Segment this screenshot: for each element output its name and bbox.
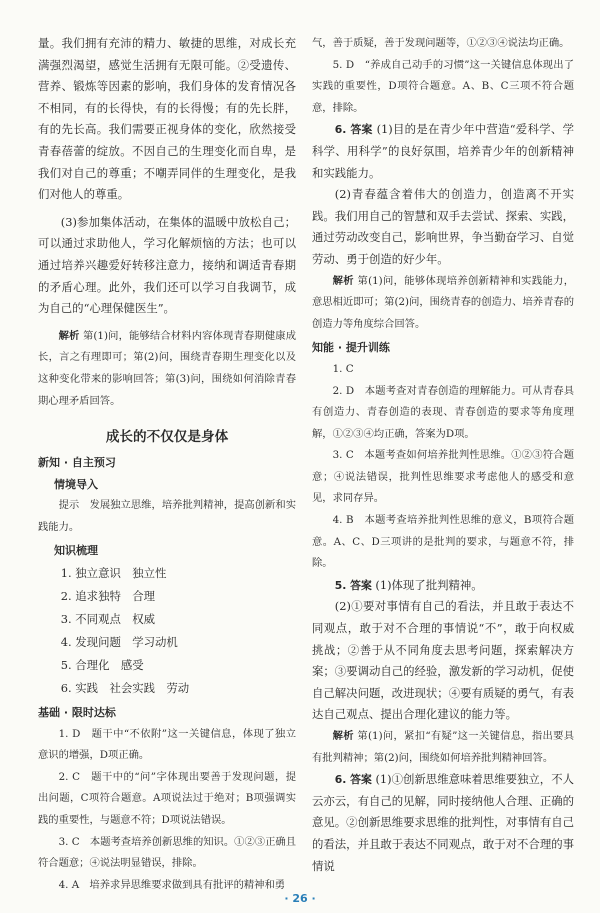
question-answer: 2. D 本题考查对青春创造的理解能力。可从青春具有创造力、青春创造的表现、青春创造的要求等角度理解，①②③④均正确，答案为D项。 xyxy=(312,384,574,440)
subsection-heading: 知能 · 提升训练 xyxy=(312,341,390,355)
question-answer: 3. C 本题考查培养创新思维的知识。①②③正确且符合题意；④说法明显错误，排除。 xyxy=(38,835,296,870)
analysis-text: 第(1)问，能够结合材料内容体现青春期健康成长，言之有理即可；第(2)问，围绕青春期生理变化以及这种变化带来的影响回答；第(3)问，围绕如何消除青春期心理矛盾回答。 xyxy=(38,329,297,407)
knowledge-item: 4. 发现问题 学习动机 xyxy=(60,635,178,650)
knowledge-item: 2. 追求独特 合理 xyxy=(60,589,156,604)
answer-label: 6. 答案 xyxy=(334,773,372,787)
right-column xyxy=(312,33,574,877)
answer-paragraph xyxy=(312,119,574,184)
answer-label: 6. 答案 xyxy=(334,123,373,137)
answer-paragraph: (2)青春蕴含着伟大的创造力，创造离不开实践。我们用自己的智慧和双手去尝试、探索、实践，通过劳动改变自己，影响世界，争当勤奋学习、自觉劳动、勇于创造的好少年。 xyxy=(312,187,574,266)
knowledge-item: 3. 不同观点 权威 xyxy=(60,612,156,627)
answer-text: (1)体现了批判精神。 xyxy=(375,577,483,592)
knowledge-item: 6. 实践 社会实践 劳动 xyxy=(60,681,190,696)
answer-paragraph: (3)参加集体活动，在集体的温暖中放松自己；可以通过求助他人，学习化解烦恼的方法；也可以通过培养兴趣爱好转移注意力，接纳和调适青春期的矛盾心理。此外，我们还可以学习自我调节，成为自己的“心理保健医生”。 xyxy=(38,214,296,316)
answer-paragraph: (2)①要对事情有自己的看法，并且敢于表达不同观点，敢于对不合理的事情说“不”，敢于向权威挑战；②善于从不同角度去思考问题，探索解决方案；③要调动自己的经验，激发新的学习动机，促使自己解决问题，改进现状；④要有质疑的勇气，有表达自己观点、提出合理化建议的能力等。 xyxy=(312,599,574,722)
question-answer: 2. C 题干中的“问”字体现出要善于发现问题，提出问题，C项符合题意。A项说法过于绝对；B项强调实践的重要性，与题意不符；D项说法错误。 xyxy=(38,770,296,827)
knowledge-item: 5. 合理化 感受 xyxy=(60,658,144,673)
analysis-label: 解析 xyxy=(58,329,80,342)
left-column xyxy=(38,33,296,896)
subsection-heading: 知识梳理 xyxy=(54,544,98,558)
answer-paragraph xyxy=(312,769,574,877)
subsection-heading: 基础 · 限时达标 xyxy=(38,706,116,720)
answer-paragraph: 量。我们拥有充沛的精力、敏捷的思维，对成长充满强烈渴望，感觉生活拥有无限可能。②受遗传、营养、锻炼等因素的影响，我们身体的发育情况各不相同，有的长得快，有的长得慢；有的先长胖，有的先长高。我们需要正视身体的变化，欣然接受青春蓓蕾的绽放。不因自己的生理变化而自卑，是我们对自己的尊重；不嘲弄同伴的生理变化，是我们对他人的尊重。 xyxy=(38,36,296,202)
analysis-paragraph xyxy=(312,271,574,336)
answer-text: (1)①创新思维意味着思维要独立，不人云亦云，有自己的见解，同时接纳他人合理、正确的意见。②创新思维要求思维的批判性，对事情有自己的看法，并且敢于表达不同观点，敢于对不合理的事情说 xyxy=(312,772,574,873)
subsection-heading: 情境导入 xyxy=(54,477,98,491)
question-answer: 1. D 题干中“不依附”这一关键信息，体现了独立意识的增强，D项正确。 xyxy=(38,727,296,762)
question-answer: 5. D “养成自己动手的习惯”这一关键信息体现出了实践的重要性，D项符合题意。A、B、C三项不符合题意，排除。 xyxy=(312,58,574,114)
answer-label: 5. 答案 xyxy=(334,578,372,592)
knowledge-item: 1. 独立意识 独立性 xyxy=(60,566,167,581)
question-answer: 4. A 培养求异思维要求做到具有批评的精神和勇 xyxy=(58,878,286,891)
question-answer: 3. C 本题考查如何培养批判性思维。①②③符合题意；④说法错误，批判性思维要求考虑他人的感受和意见，求同存异。 xyxy=(312,449,574,505)
question-answer: 4. B 本题考查培养批判性思维的意义，B项符合题意。A、C、D三项讲的是批判的要求，与题意不符，排除。 xyxy=(312,514,574,570)
answer-text: (1)目的是在青少年中营造“爱科学、学科学、用科学”的良好氛围，培养青少年的创新精神和实践能力。 xyxy=(312,122,575,180)
page-number: · 26 · xyxy=(284,892,316,905)
analysis-label: 解析 xyxy=(332,730,354,742)
question-answer: 1. C xyxy=(332,362,354,375)
analysis-paragraph xyxy=(38,326,296,412)
subsection-heading: 新知 · 自主预习 xyxy=(38,456,116,470)
analysis-label: 解析 xyxy=(332,274,354,287)
analysis-text: 第(1)问，紧扣“有疑”这一关键信息，指出要具有批判精神；第(2)问，围绕如何培养批判精神回答。 xyxy=(312,730,575,764)
analysis-paragraph xyxy=(312,726,574,769)
answer-paragraph xyxy=(312,575,574,597)
question-answer: 气，善于质疑，善于发现问题等，①②③④说法均正确。 xyxy=(312,37,570,49)
section-title: 成长的不仅仅是身体 xyxy=(105,429,229,446)
analysis-text: 第(1)问，能够体现培养创新精神和实践能力，意思相近即可；第(2)问，围绕青春的创造力、培养青春的创造力等角度综合回答。 xyxy=(312,274,574,330)
tip-text: 提示 发展独立思维，培养批判精神，提高创新和实践能力。 xyxy=(38,499,296,533)
